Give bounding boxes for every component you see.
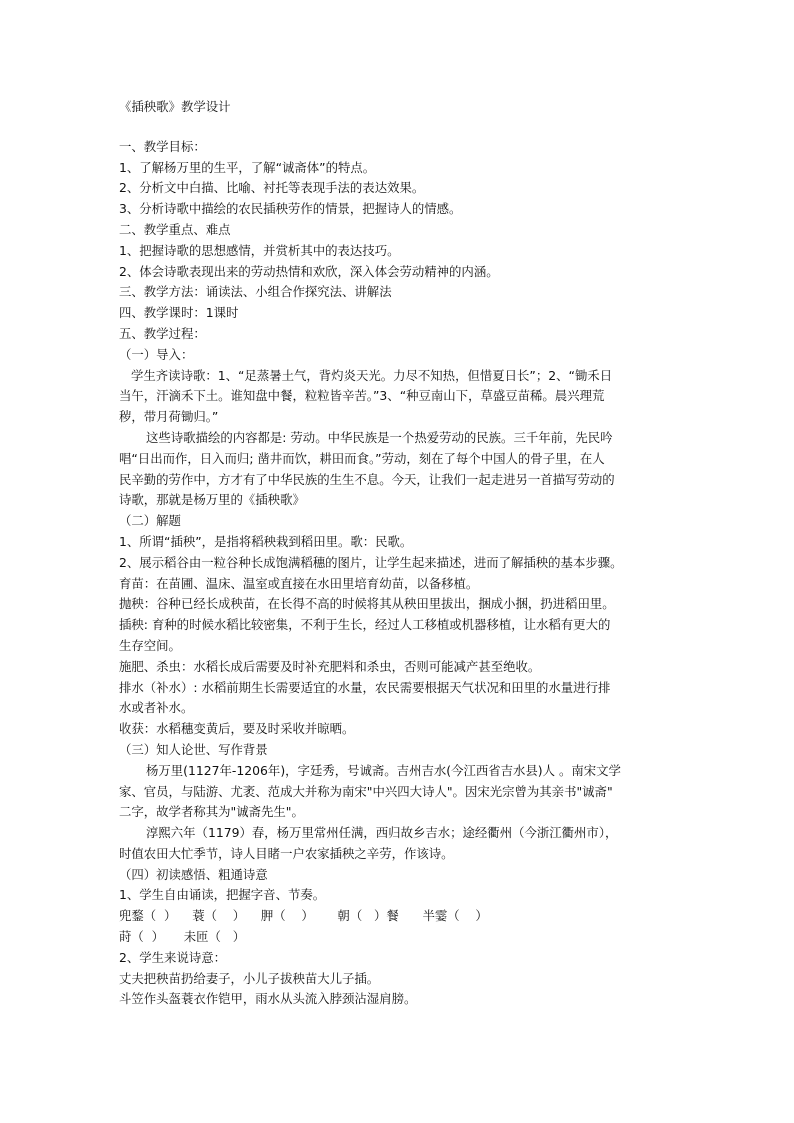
reading-item: 1、学生自由诵读，把握字音、节奏。 — [119, 887, 326, 903]
explain-line: 育苗：在苗圃、温床、温室或直接在水田里培育幼苗，以备移植。 — [119, 575, 479, 591]
explain-line: 水或者补水。 — [119, 700, 194, 716]
intro-heading: （一）导入： — [119, 346, 194, 362]
key-point-item: 2、体会诗歌表现出来的劳动热情和欢欣，深入体会劳动精神的内涵。 — [119, 263, 499, 279]
explain-line: 抛秧：谷种已经长成秧苗，在长得不高的时候将其从秧田里拔出，捆成小捆，扔进稻田里。 — [119, 596, 615, 612]
background-line: 淳熙六年（1179）春，杨万里常州任满，西归故乡吉水；途经衢州（今浙江衢州市）， — [146, 825, 618, 841]
explain-line: 排水（补水）: 水稻前期生长需要适宜的水量，农民需要根据天气状况和田里的水量进行排 — [119, 679, 611, 695]
poem-meaning-line: 丈夫把秧苗扔给妻子，小儿子拔秧苗大儿子插。 — [119, 970, 380, 986]
methods-line: 三、教学方法：诵读法、小组合作探究法、讲解法 — [119, 284, 392, 300]
document-title: 《插秧歌》教学设计 — [119, 99, 231, 114]
explain-line: 生存空间。 — [119, 637, 181, 653]
intro-paragraph-line: 当午，汗滴禾下土。谁知盘中餐，粒粒皆辛苦。”3、“种豆南山下，草盛豆苗稀。晨兴理荒 — [119, 388, 605, 404]
explain-line: 2、展示稻谷由一粒谷种长成饱满稻穗的图片，让学生起来描述，进而了解插秧的基本步骤。 — [119, 554, 623, 570]
reading-item: 2、学生来说诗意： — [119, 949, 227, 965]
objective-item: 1、了解杨万里的生平，了解“诚斋体”的特点。 — [119, 159, 376, 175]
intro-paragraph-line: 这些诗歌描绘的内容都是: 劳动。中华民族是一个热爱劳动的民族。三千年前，先民吟 — [146, 429, 613, 445]
intro-paragraph-line: 民辛勤的劳作中，方才有了中华民族的生生不息。今天，让我们一起走进另一首描写劳动的 — [119, 471, 615, 487]
intro-paragraph-line: 唱“日出而作，日入而归; 凿井而饮，耕田而食。”劳动，刻在了每个中国人的骨子里，在人 — [119, 450, 605, 466]
explain-line: 插秧: 育种的时候水稻比较密集，不利于生长，经过人工移植或机器移植，让水稻有更大的 — [119, 617, 611, 633]
pronunciation-blanks: 兜鍪（ ） 蓑（ ） 胛（ ） 朝（ ）餐 半霎（ ） — [119, 908, 488, 924]
explain-line: 收获：水稻穗变黄后，要及时采收并晾晒。 — [119, 721, 355, 737]
poem-meaning-line: 斗笠作头盔蓑衣作铠甲，雨水从头流入脖颈沾湿肩膀。 — [119, 991, 417, 1007]
intro-paragraph-line: 秽，带月荷锄归。” — [119, 409, 219, 425]
hours-line: 四、教学课时：1课时 — [119, 305, 239, 321]
document-page — [119, 97, 685, 1010]
explain-line: 施肥、杀虫：水稻长成后需要及时补充肥料和杀虫，否则可能减产甚至绝收。 — [119, 658, 541, 674]
explain-heading: （二）解题 — [119, 513, 181, 529]
objective-item: 2、分析文中白描、比喻、衬托等表现手法的表达效果。 — [119, 180, 425, 196]
background-line: 杨万里(1127年-1206年)，字廷秀，号诚斋。吉州吉水(今江西省吉水县)人 。南宋文学 — [146, 762, 621, 778]
intro-paragraph-line: 学生齐读诗歌：1、“足蒸暑土气，背灼炎天光。力尽不知热，但惜夏日长”；2、“锄禾日 — [131, 367, 613, 383]
background-heading: （三）知人论世、写作背景 — [119, 741, 268, 757]
background-line: 时值农田大忙季节，诗人目睹一户农家插秧之辛劳，作该诗。 — [119, 845, 454, 861]
key-points-heading: 二、教学重点、难点 — [119, 221, 231, 237]
process-heading: 五、教学过程： — [119, 325, 206, 341]
pronunciation-blanks: 莳（ ） 未匝（ ） — [119, 929, 246, 945]
background-line: 家、官员，与陆游、尤袤、范成大并称为南宋"中兴四大诗人"。因宋光宗曾为其亲书"诚斋" — [119, 783, 613, 799]
reading-heading: （四）初读感悟、粗通诗意 — [119, 866, 268, 882]
explain-line: 1、所谓“插秧”，是指将稻秧栽到稻田里。歌：民歌。 — [119, 533, 413, 549]
key-point-item: 1、把握诗歌的思想感情，并赏析其中的表达技巧。 — [119, 242, 400, 258]
objective-item: 3、分析诗歌中描绘的农民插秧劳作的情景，把握诗人的情感。 — [119, 201, 462, 217]
intro-paragraph-line: 诗歌，那就是杨万里的《插秧歌》 — [119, 492, 305, 508]
objectives-heading: 一、教学目标： — [119, 138, 206, 154]
background-line: 二字，故学者称其为"诚斋先生"。 — [119, 804, 304, 820]
